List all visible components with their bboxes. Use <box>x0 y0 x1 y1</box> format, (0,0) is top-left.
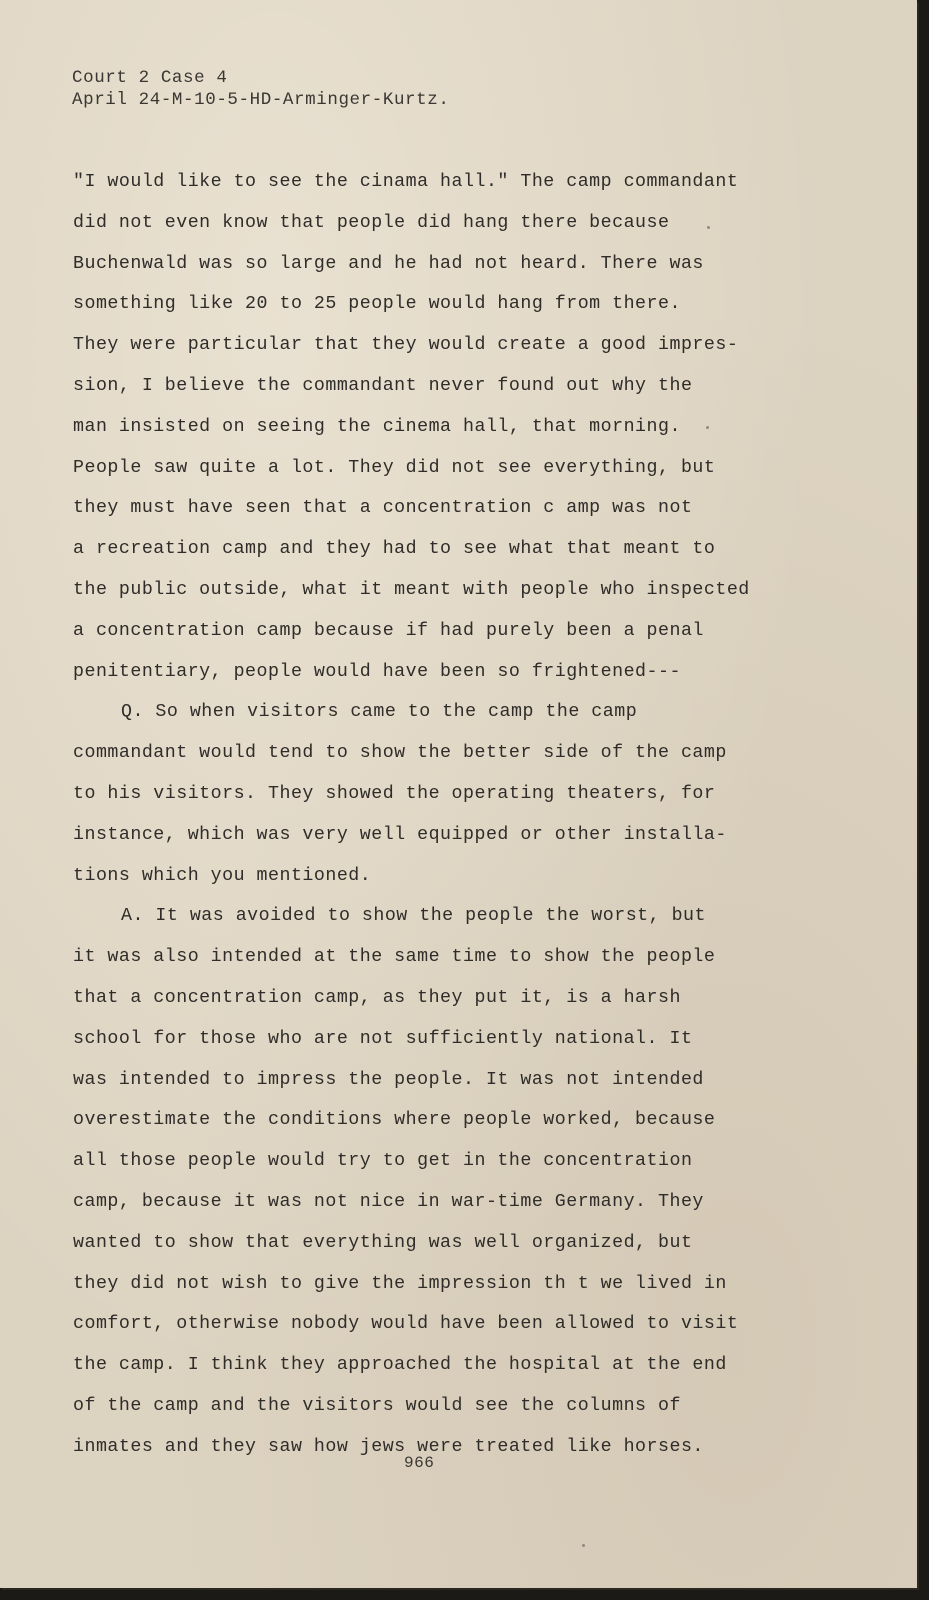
text-line: a concentration camp because if had purely been a penal <box>73 620 704 641</box>
paper-speck <box>582 1544 585 1547</box>
text-line: a recreation camp and they had to see what that meant to <box>73 539 716 560</box>
answer-line: A. It was avoided to show the people the worst, but <box>121 906 706 927</box>
text-line: that a concentration camp, as they put it, is a harsh <box>73 987 681 1008</box>
text-line: of the camp and the visitors would see the columns of <box>73 1395 681 1416</box>
transcript-body <box>73 162 793 1468</box>
text-line: overestimate the conditions where people worked, because <box>73 1110 716 1131</box>
text-line: the public outside, what it meant with people who inspected <box>73 579 750 600</box>
text-line: to his visitors. They showed the operating theaters, for <box>73 783 716 804</box>
case-caption-line-1: Court 2 Case 4 <box>72 68 228 88</box>
text-line: People saw quite a lot. They did not see everything, but <box>73 457 716 478</box>
paper-speck <box>707 226 710 229</box>
question-line: Q. So when visitors came to the camp the camp <box>121 702 638 723</box>
text-line: inmates and they saw how jews were treated like horses. <box>73 1436 704 1457</box>
text-line: all those people would try to get in the concentration <box>73 1151 693 1172</box>
text-line: They were particular that they would create a good impres- <box>73 335 739 356</box>
text-line: something like 20 to 25 people would hang from there. <box>73 294 681 315</box>
text-line: did not even know that people did hang there because <box>73 212 670 233</box>
text-line: man insisted on seeing the cinema hall, that morning. <box>73 416 681 437</box>
case-caption-line-2: April 24-M-10-5-HD-Arminger-Kurtz. <box>72 90 450 110</box>
text-line: sion, I believe the commandant never found out why the <box>73 375 693 396</box>
text-line: wanted to show that everything was well organized, but <box>73 1232 693 1253</box>
text-line: they did not wish to give the impression th t we lived in <box>73 1273 727 1294</box>
paper-speck <box>706 426 709 429</box>
text-line: was intended to impress the people. It was not intended <box>73 1069 704 1090</box>
text-line: they must have seen that a concentration c amp was not <box>73 498 693 519</box>
text-line: Buchenwald was so large and he had not heard. There was <box>73 253 704 274</box>
text-line: it was also intended at the same time to show the people <box>73 947 716 968</box>
text-line: instance, which was very well equipped or other installa- <box>73 824 727 845</box>
text-line: school for those who are not sufficiently national. It <box>73 1028 693 1049</box>
text-line: penitentiary, people would have been so frightened--- <box>73 661 681 682</box>
text-line: commandant would tend to show the better side of the camp <box>73 743 727 764</box>
text-line: comfort, otherwise nobody would have been allowed to visit <box>73 1314 739 1335</box>
text-line: "I would like to see the cinama hall." The camp commandant <box>73 172 739 192</box>
text-line: tions which you mentioned. <box>73 865 372 886</box>
text-line: camp, because it was not nice in war-time Germany. They <box>73 1191 704 1212</box>
page-number: 966 <box>404 1454 435 1472</box>
text-line: the camp. I think they approached the hospital at the end <box>73 1355 727 1376</box>
